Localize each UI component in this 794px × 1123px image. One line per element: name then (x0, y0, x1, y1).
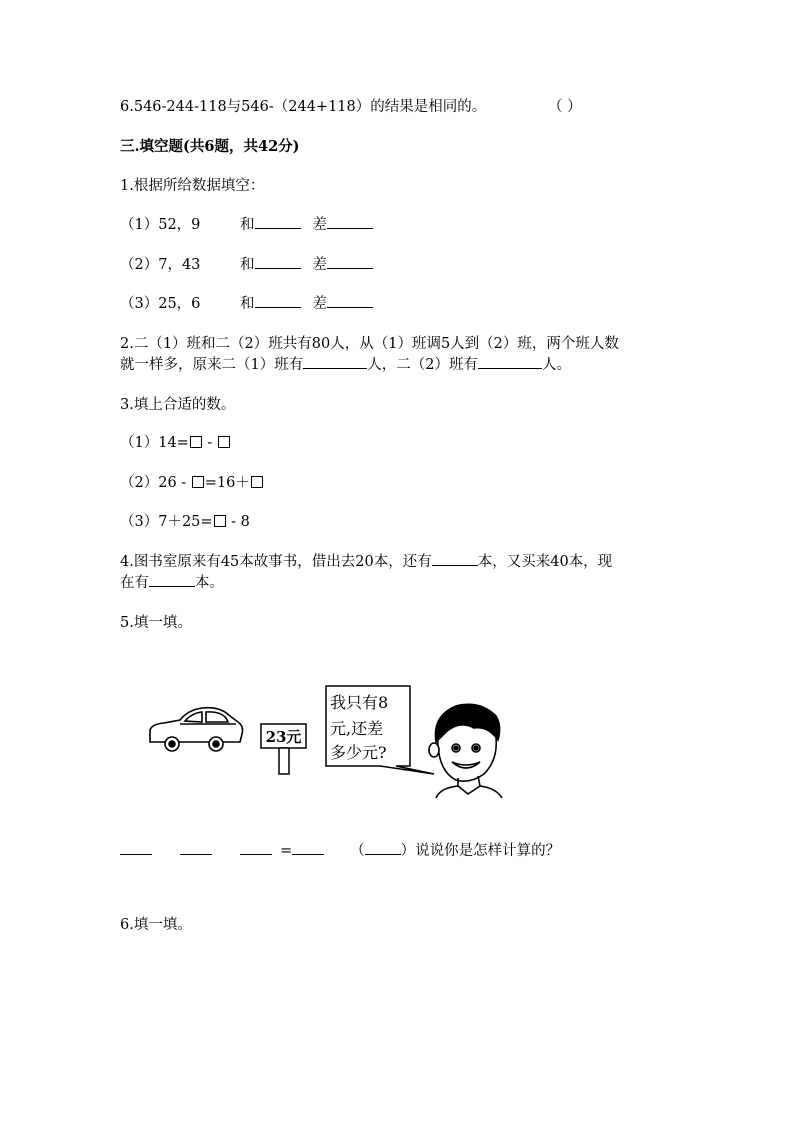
q6-judge-line (120, 96, 486, 118)
q1-item-1-diff-label: 差 (312, 217, 327, 233)
q6-judge-statement: 546-244-118与546-（244+118）的结果是相同的。 (133, 99, 487, 115)
q6-judge-text: 6. (120, 99, 134, 115)
q5-answer-row (120, 840, 560, 862)
q1-item-2-sum-label: 和 (240, 257, 255, 273)
q3-item-1-a: （1）14= (120, 435, 189, 451)
q1-item-3-sum-label: 和 (240, 296, 255, 312)
q2-line-2-a: 就一样多，原来二（1）班有 (120, 357, 304, 373)
q4-now-blank[interactable] (149, 572, 195, 587)
q1-prompt: 1.根据所给数据填空： (120, 178, 265, 194)
q2-class1-blank[interactable] (303, 354, 367, 369)
q2-line-1: 2.二（1）班和二（2）班共有80人，从（1）班调5人到（2）班，两个班人数 (120, 336, 619, 352)
q1-item-2-label: （2）7，43 (120, 257, 201, 273)
q3-item-2 (120, 472, 264, 494)
q5-result-blank[interactable] (292, 840, 324, 855)
q5-illustration (140, 676, 520, 806)
q3-item-3-box-1[interactable] (214, 515, 226, 527)
price-sign (261, 724, 306, 774)
toy-car-image (150, 708, 243, 751)
q5-equals: = (280, 843, 293, 859)
bubble-line-2: 元,还差 (330, 719, 384, 738)
q6-fill-prompt: 6.填一填。 (120, 917, 192, 933)
q3-item-2-b: =16＋ (204, 475, 250, 491)
q5-blank-2[interactable] (180, 840, 212, 855)
q1-item-1-label: （1）52，9 (120, 217, 201, 233)
section-3-title: 三.填空题(共6题，共42分) (120, 138, 300, 155)
q1-item-3-diff-label: 差 (312, 296, 327, 312)
price-tag-text: 23元 (265, 728, 302, 746)
q4-line-2-a: 在有 (120, 575, 149, 591)
q1-item-3 (120, 293, 373, 315)
q4-remaining-blank[interactable] (432, 551, 478, 566)
q5-blank-3[interactable] (240, 840, 272, 855)
q3-item-1-b: - (202, 435, 217, 451)
q3-item-3-b: - 8 (226, 514, 250, 530)
speech-bubble (326, 686, 434, 774)
q3-item-2-box-2[interactable] (251, 476, 263, 488)
q1-item-2-diff-blank[interactable] (327, 254, 373, 269)
q3-item-2-box-1[interactable] (192, 476, 204, 488)
q4-line-1 (120, 551, 612, 573)
q2-line-2-c: 人。 (541, 357, 571, 373)
q2-line-2-b: 人，二（2）班有 (367, 357, 478, 373)
q3-item-1 (120, 432, 231, 454)
q5-prompt: 5.填一填。 (120, 615, 192, 631)
q5-question: 说说你是怎样计算的？ (415, 843, 561, 859)
q3-item-2-a: （2）26 - (120, 475, 191, 491)
q1-item-3-label: （3）25，6 (120, 296, 201, 312)
q2-line-2 (120, 354, 571, 376)
q4-line-1-a: 4.图书室原来有45本故事书，借出去20本，还有 (120, 554, 432, 570)
q4-line-2 (120, 572, 224, 594)
boy-face-image (429, 704, 502, 798)
q3-item-1-box-1[interactable] (190, 436, 202, 448)
q5-paren-blank[interactable] (365, 840, 401, 855)
q1-item-1-sum-label: 和 (240, 217, 255, 233)
q1-item-2 (120, 254, 373, 276)
q5-blank-1[interactable] (120, 840, 152, 855)
q1-item-2-diff-label: 差 (312, 257, 327, 273)
q3-item-3-a: （3）7＋25= (120, 514, 213, 530)
q5-paren-open: （ (350, 843, 365, 859)
q3-item-1-box-2[interactable] (218, 436, 230, 448)
bubble-line-1: 我只有8 (330, 693, 389, 712)
q4-line-2-b: 本。 (195, 575, 224, 591)
q3-item-3 (120, 511, 250, 533)
q1-item-3-diff-blank[interactable] (327, 293, 373, 308)
q1-item-2-sum-blank[interactable] (255, 254, 301, 269)
q1-item-1-diff-blank[interactable] (327, 214, 373, 229)
q1-item-3-sum-blank[interactable] (255, 293, 301, 308)
q6-judge-answer-paren[interactable]: （ ） (548, 99, 582, 115)
q5-paren-close: ） (400, 843, 416, 859)
q2-class2-blank[interactable] (478, 354, 542, 369)
q4-line-1-b: 本，又买来40本，现 (477, 554, 613, 570)
bubble-line-3: 多少元? (330, 743, 387, 762)
q3-prompt: 3.填上合适的数。 (120, 397, 236, 413)
q1-item-1 (120, 214, 373, 236)
q1-item-1-sum-blank[interactable] (255, 214, 301, 229)
